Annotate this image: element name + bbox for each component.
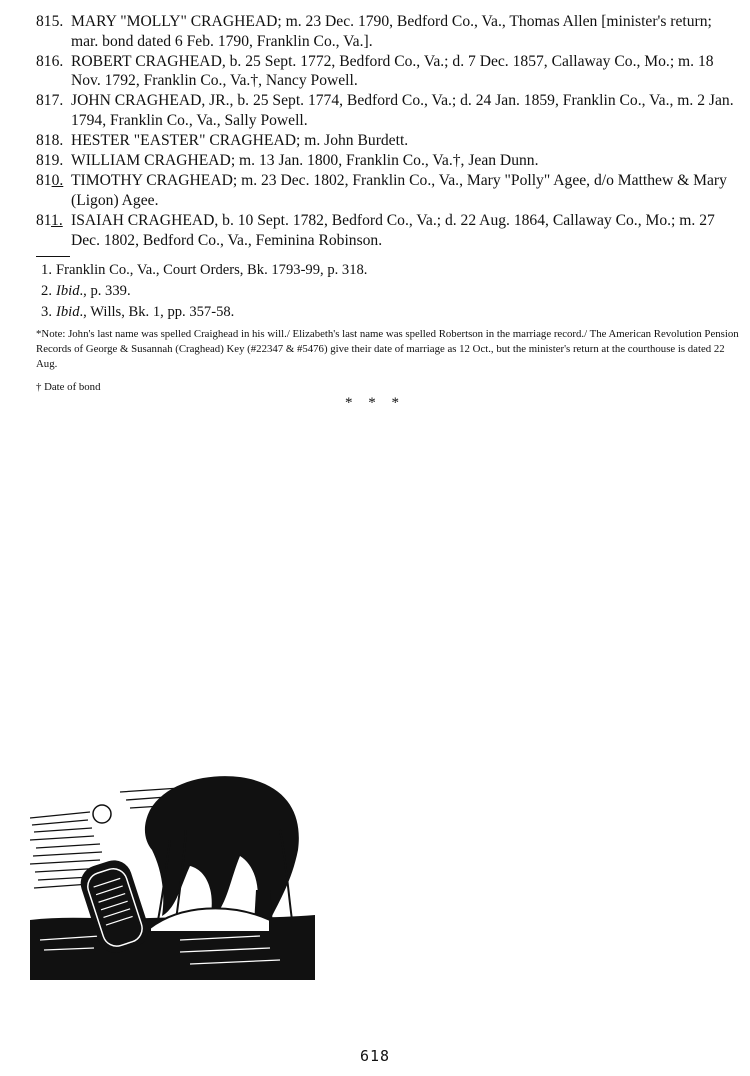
editor-note: *Note: John's last name was spelled Craighead in his will./ Elizabeth's last name was spelled Robertson in the marriage record./ The American Revolution Pension Records of George & Susannah (Craghead) Key (#22347 & #5476) give their date of marriage as 12 Oct., but the minister's return at the courthouse is dated 22 Aug. xyxy=(36,328,739,371)
entry-text: ROBERT CRAGHEAD, b. 25 Sept. 1772, Bedford Co., Va.; d. 7 Dec. 1857, Callaway Co., Mo.; m. 18 Nov. 1792, Franklin Co., Va.†, Nancy Powell. xyxy=(71,52,714,90)
woodcut-illustration xyxy=(30,770,315,985)
entry-text: WILLIAM CRAGHEAD; m. 13 Jan. 1800, Franklin Co., Va.†, Jean Dunn. xyxy=(71,152,539,170)
entry-text: TIMOTHY CRAGHEAD; m. 23 Dec. 1802, Franklin Co., Va., Mary "Polly" Agee, d/o Matthew & Mary (Ligon) Agee. xyxy=(71,172,727,209)
entry-item: 818. HESTER "EASTER" CRAGHEAD; m. John Burdett. xyxy=(36,132,409,150)
footnote-item: 2. Ibid., p. 339. xyxy=(41,283,131,299)
entry-item: 819. WILLIAM CRAGHEAD; m. 13 Jan. 1800, Franklin Co., Va.†, Jean Dunn. xyxy=(36,152,539,170)
entry-item: 816. ROBERT CRAGHEAD, b. 25 Sept. 1772, Bedford Co., Va.; d. 7 Dec. 1857, Callaway Co., Mo.; m. 18 Nov. 1792, Franklin Co., Va.†, Nancy Powell. xyxy=(36,52,714,90)
entry-item: 811. ISAIAH CRAGHEAD, b. 10 Sept. 1782, Bedford Co., Va.; d. 22 Aug. 1864, Callaway Co., Mo.; m. 27 Dec. 1802, Bedford Co., Va., Feminina Robinson. xyxy=(36,211,715,249)
footnote-list xyxy=(36,260,726,323)
gravestone-willow-icon xyxy=(30,770,315,980)
entry-item: 815. MARY "MOLLY" CRAGHEAD; m. 23 Dec. 1790, Bedford Co., Va., Thomas Allen [minister's return; mar. bond dated 6 Feb. 1790, Franklin Co., Va.]. xyxy=(36,13,712,50)
footnote-item: 1. Franklin Co., Va., Court Orders, Bk. 1793-99, p. 318. xyxy=(41,262,368,278)
entry-text: ISAIAH CRAGHEAD, b. 10 Sept. 1782, Bedford Co., Va.; d. 22 Aug. 1864, Callaway Co., Mo.; m. 27 Dec. 1802, Bedford Co., Va., Feminina Robinson. xyxy=(71,211,715,249)
footnote-divider xyxy=(36,256,70,257)
entry-list xyxy=(36,12,740,251)
page-number: 618 xyxy=(359,1047,391,1065)
entry-item: 810. TIMOTHY CRAGHEAD; m. 23 Dec. 1802, Franklin Co., Va., Mary "Polly" Agee, d/o Matthew & Mary (Ligon) Agee. xyxy=(36,172,727,209)
entry-text: MARY "MOLLY" CRAGHEAD; m. 23 Dec. 1790, Bedford Co., Va., Thomas Allen [minister's return; mar. bond dated 6 Feb. 1790, Franklin Co., Va.]. xyxy=(71,13,712,50)
dagger-note: † Date of bond xyxy=(36,381,101,393)
footnote-item: 3. Ibid., Wills, Bk. 1, pp. 357-58. xyxy=(41,304,235,320)
entry-text: JOHN CRAGHEAD, JR., b. 25 Sept. 1774, Bedford Co., Va.; d. 24 Jan. 1859, Franklin Co., Va., m. 2 Jan. 1794, Franklin Co., Va., Sally Powell. xyxy=(71,92,734,129)
entry-text: HESTER "EASTER" CRAGHEAD; m. John Burdett. xyxy=(71,132,409,150)
section-separator: * * * xyxy=(345,395,405,411)
entry-item: 817. JOHN CRAGHEAD, JR., b. 25 Sept. 1774, Bedford Co., Va.; d. 24 Jan. 1859, Franklin Co., Va., m. 2 Jan. 1794, Franklin Co., Va., Sally Powell. xyxy=(36,92,734,129)
